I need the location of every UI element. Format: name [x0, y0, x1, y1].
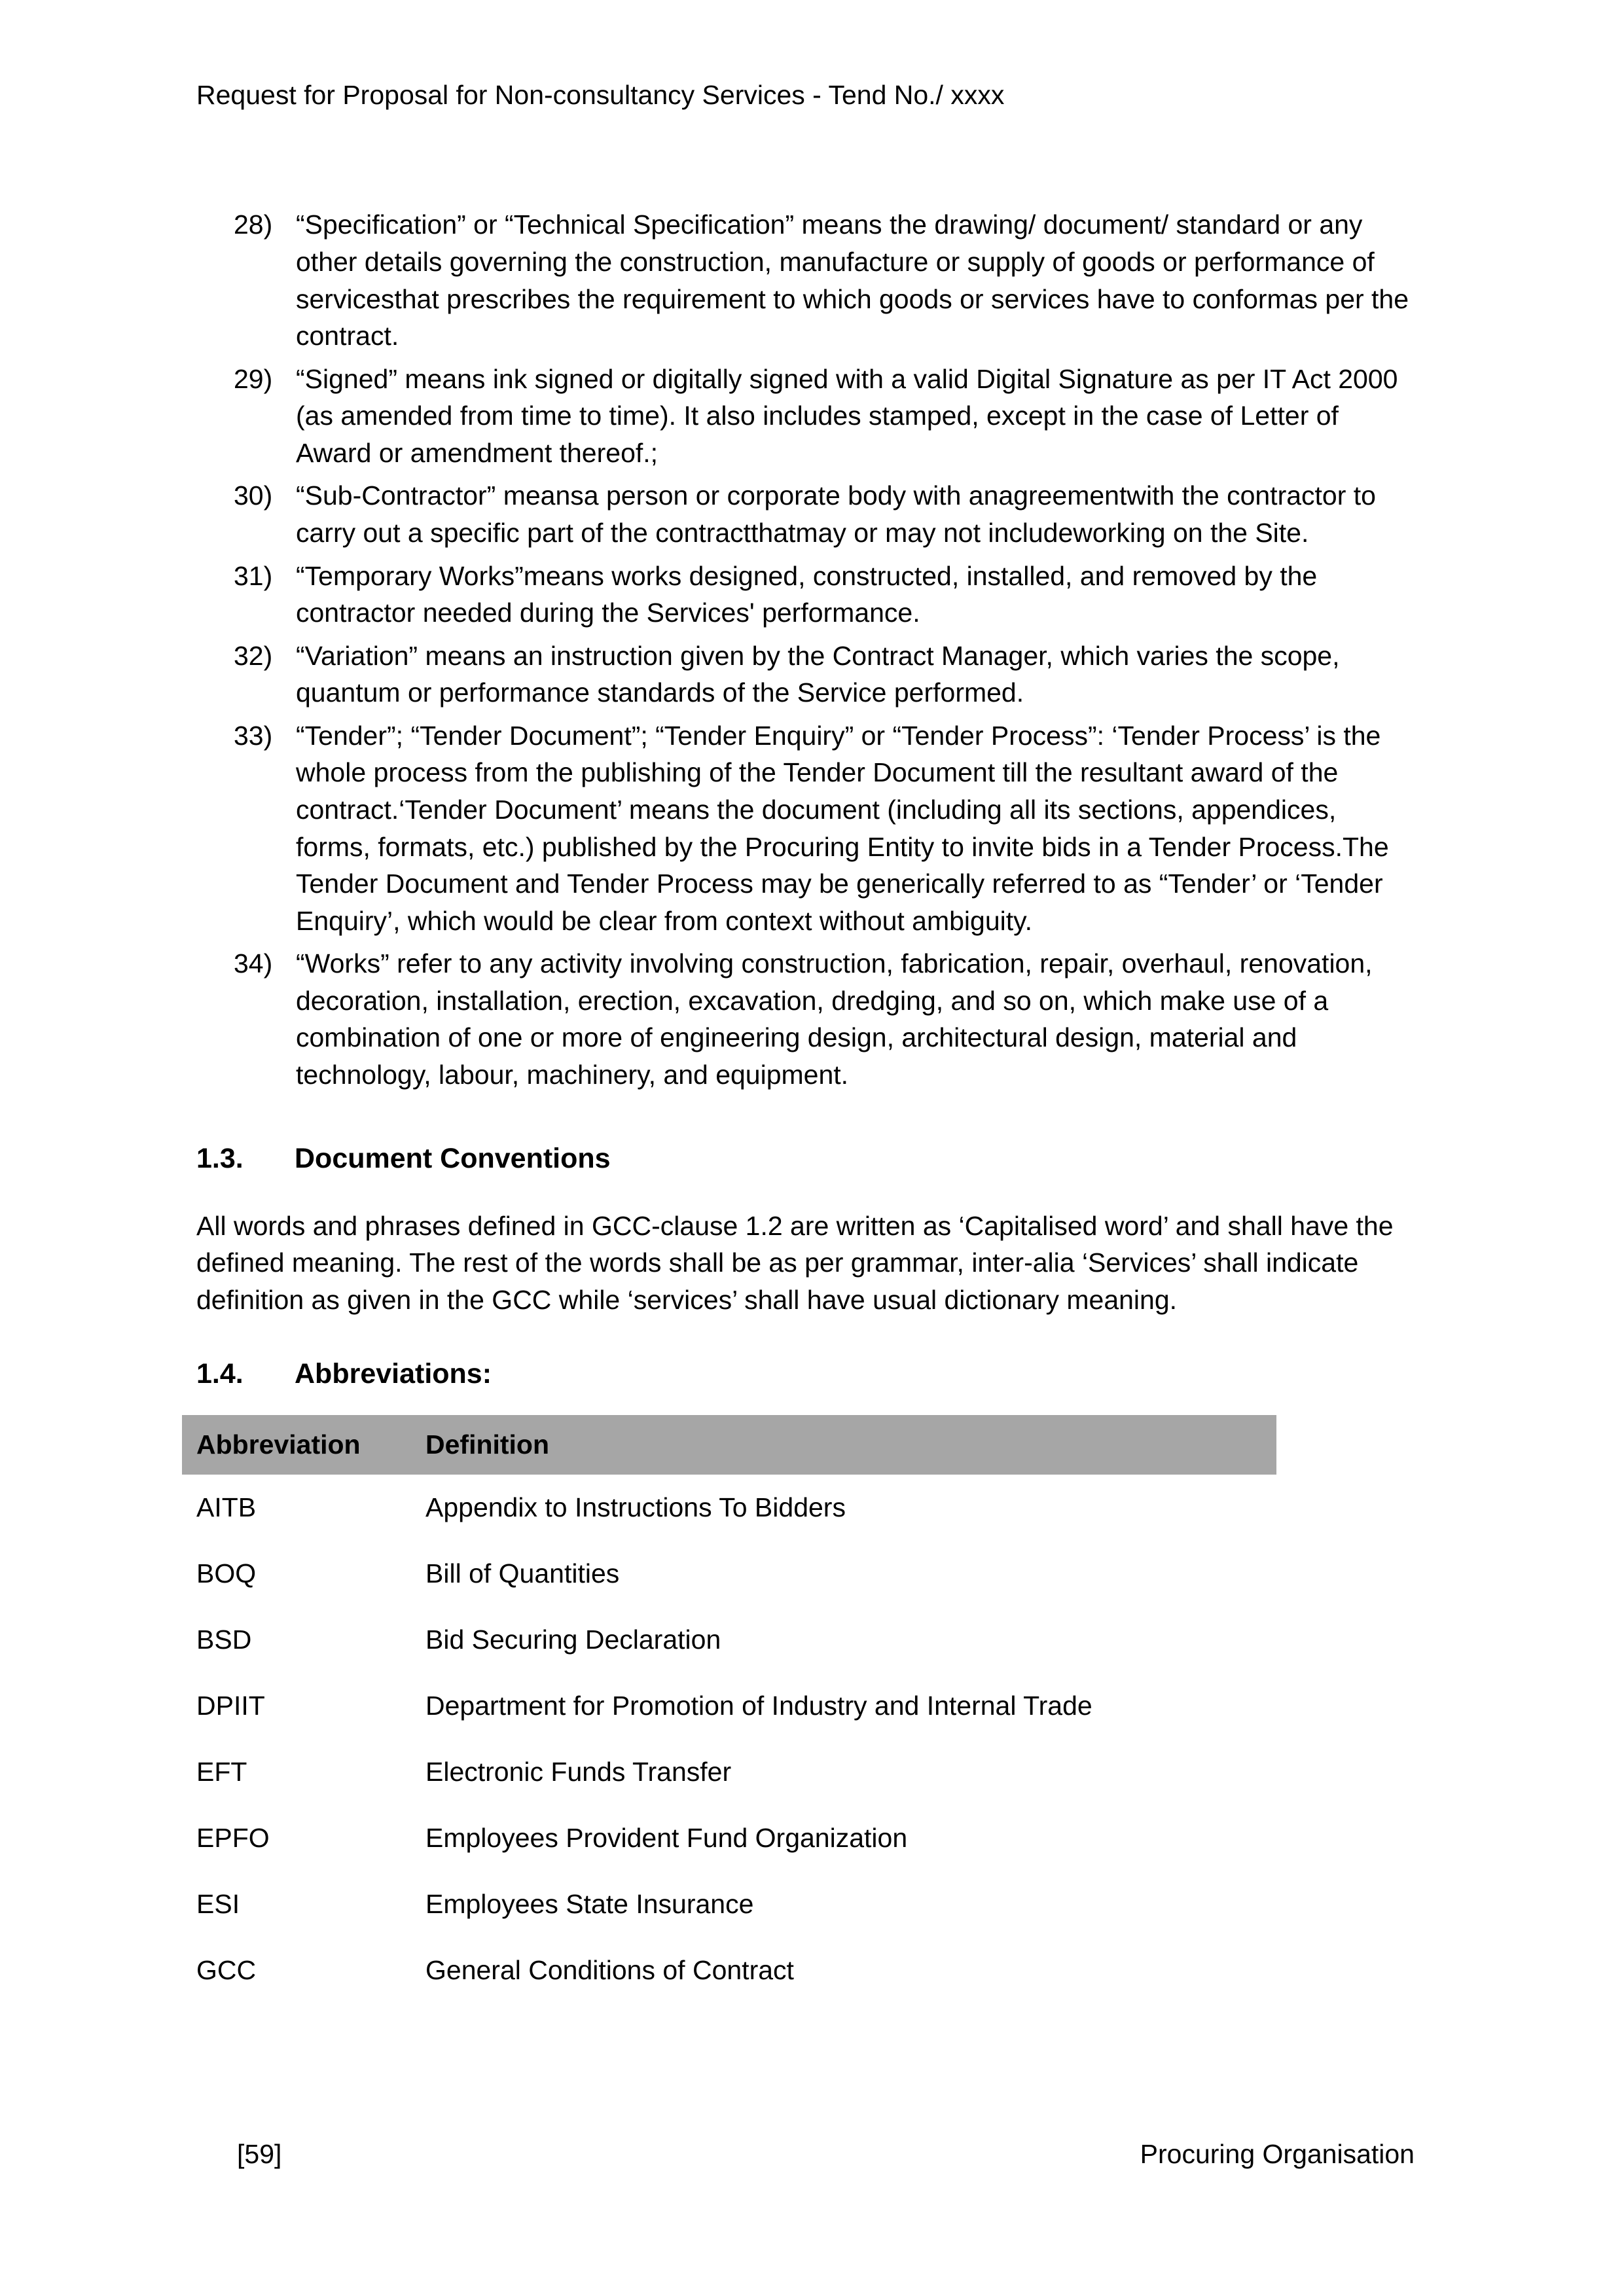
table-row	[182, 1673, 1276, 1739]
definition-cell: Bill of Quantities	[425, 1558, 620, 1589]
table-row	[182, 1805, 1276, 1871]
section-heading-abbreviations	[196, 1356, 1415, 1393]
abbreviation-cell: AITB	[196, 1492, 257, 1523]
definition-number: 32)	[234, 640, 273, 671]
definition-text: “Works” refer to any activity involving construction, fabrication, repair, overhaul, renovation, decoration, installation, erection, excavation, dredging, and so on, which make use of a combination of one or more of engineering design, architectural design, material and technology, labour, machinery, and equipment.	[296, 948, 1373, 1090]
abbreviation-cell: BOQ	[196, 1558, 257, 1589]
definition-item	[196, 637, 1415, 711]
page-number: [59]	[237, 2139, 282, 2169]
column-header-definition: Definition	[411, 1415, 1276, 1475]
definition-text: “Sub-Contractor” meansa person or corporate body with anagreementwith the contractor to carry out a specific part of the contractthatmay or may not includeworking on the Site.	[296, 480, 1376, 548]
abbreviation-cell: ESI	[196, 1889, 240, 1920]
definition-cell: General Conditions of Contract	[425, 1955, 794, 1986]
table-row	[182, 1739, 1276, 1805]
definition-text: “Signed” means ink signed or digitally signed with a valid Digital Signature as per IT Act 2000 (as amended from time to time). It also includes stamped, except in the case of Letter of Award or amendment thereof.;	[296, 363, 1398, 468]
definition-number: 31)	[234, 560, 273, 591]
definition-item	[196, 361, 1415, 472]
definition-cell: Electronic Funds Transfer	[425, 1757, 732, 1787]
table-row	[182, 1937, 1276, 2003]
page-header	[196, 77, 1415, 113]
header-title: Request for Proposal for Non-consultancy Services - Tend No./ xxxx	[196, 80, 1005, 110]
table-row	[182, 1475, 1276, 1541]
document-conventions-paragraph: All words and phrases defined in GCC-clause 1.2 are written as ‘Capitalised word’ and shall have the defined meaning. The rest of the words shall be as per grammar, inter-alia ‘Services’ shall indicate definition as given in the GCC while ‘services’ shall have usual dictionary meaning.	[196, 1210, 1394, 1315]
definition-text: “Tender”; “Tender Document”; “Tender Enquiry” or “Tender Process”: ‘Tender Process’ is the whole process from the publishing of the Tender Document till the resultant award of the contract.‘Tender Document’ means the document (including all its sections, appendices, forms, formats, etc.) published by the Procuring Entity to invite bids in a Tender Process.The Tender Document and Tender Process may be generically referred to as “Tender’ or ‘Tender Enquiry’, which would be clear from context without ambiguity.	[296, 720, 1389, 936]
definition-text: “Specification” or “Technical Specification” means the drawing/ document/ standard or any other details governing the construction, manufacture or supply of goods or performance of servicesthat prescribes the requirement to which goods or services have to conformas per the contract.	[296, 209, 1409, 351]
definition-cell: Appendix to Instructions To Bidders	[425, 1492, 846, 1523]
definition-cell: Department for Promotion of Industry and Internal Trade	[425, 1691, 1092, 1721]
definition-number: 34)	[234, 948, 273, 979]
definition-cell: Employees Provident Fund Organization	[425, 1823, 908, 1854]
abbreviation-cell: DPIIT	[196, 1691, 265, 1721]
definition-number: 29)	[234, 363, 273, 394]
definition-text: “Variation” means an instruction given by the Contract Manager, which varies the scope, quantum or performance standards of the Service performed.	[296, 640, 1340, 708]
abbreviation-cell: BSD	[196, 1624, 252, 1655]
abbreviation-cell: EPFO	[196, 1823, 270, 1854]
section-title: Abbreviations:	[295, 1358, 492, 1390]
table-row	[182, 1871, 1276, 1937]
definition-number: 28)	[234, 209, 273, 240]
column-header-abbreviation: Abbreviation	[182, 1415, 411, 1475]
definitions-list	[196, 206, 1415, 1093]
definition-text: “Temporary Works”means works designed, constructed, installed, and removed by the contractor needed during the Services' performance.	[296, 560, 1318, 628]
definition-number: 30)	[234, 480, 273, 511]
definition-item	[196, 477, 1415, 551]
section-number: 1.3.	[196, 1142, 244, 1174]
definition-item	[196, 206, 1415, 354]
section-number: 1.4.	[196, 1358, 244, 1390]
section-title: Document Conventions	[295, 1142, 611, 1174]
table-row	[182, 1541, 1276, 1607]
abbreviation-cell: EFT	[196, 1757, 247, 1787]
page-footer	[196, 2139, 1415, 2170]
definition-number: 33)	[234, 720, 273, 751]
section-heading-document-conventions	[196, 1141, 1415, 1177]
abbreviations-table	[182, 1415, 1276, 2003]
definition-item	[196, 945, 1415, 1093]
definition-item	[196, 717, 1415, 939]
definition-cell: Employees State Insurance	[425, 1889, 754, 1920]
definition-cell: Bid Securing Declaration	[425, 1624, 721, 1655]
definition-item	[196, 558, 1415, 632]
footer-organisation-label: Procuring Organisation	[1140, 2139, 1415, 2169]
table-row	[182, 1607, 1276, 1673]
abbreviation-cell: GCC	[196, 1955, 257, 1986]
table-header-row	[182, 1415, 1276, 1475]
